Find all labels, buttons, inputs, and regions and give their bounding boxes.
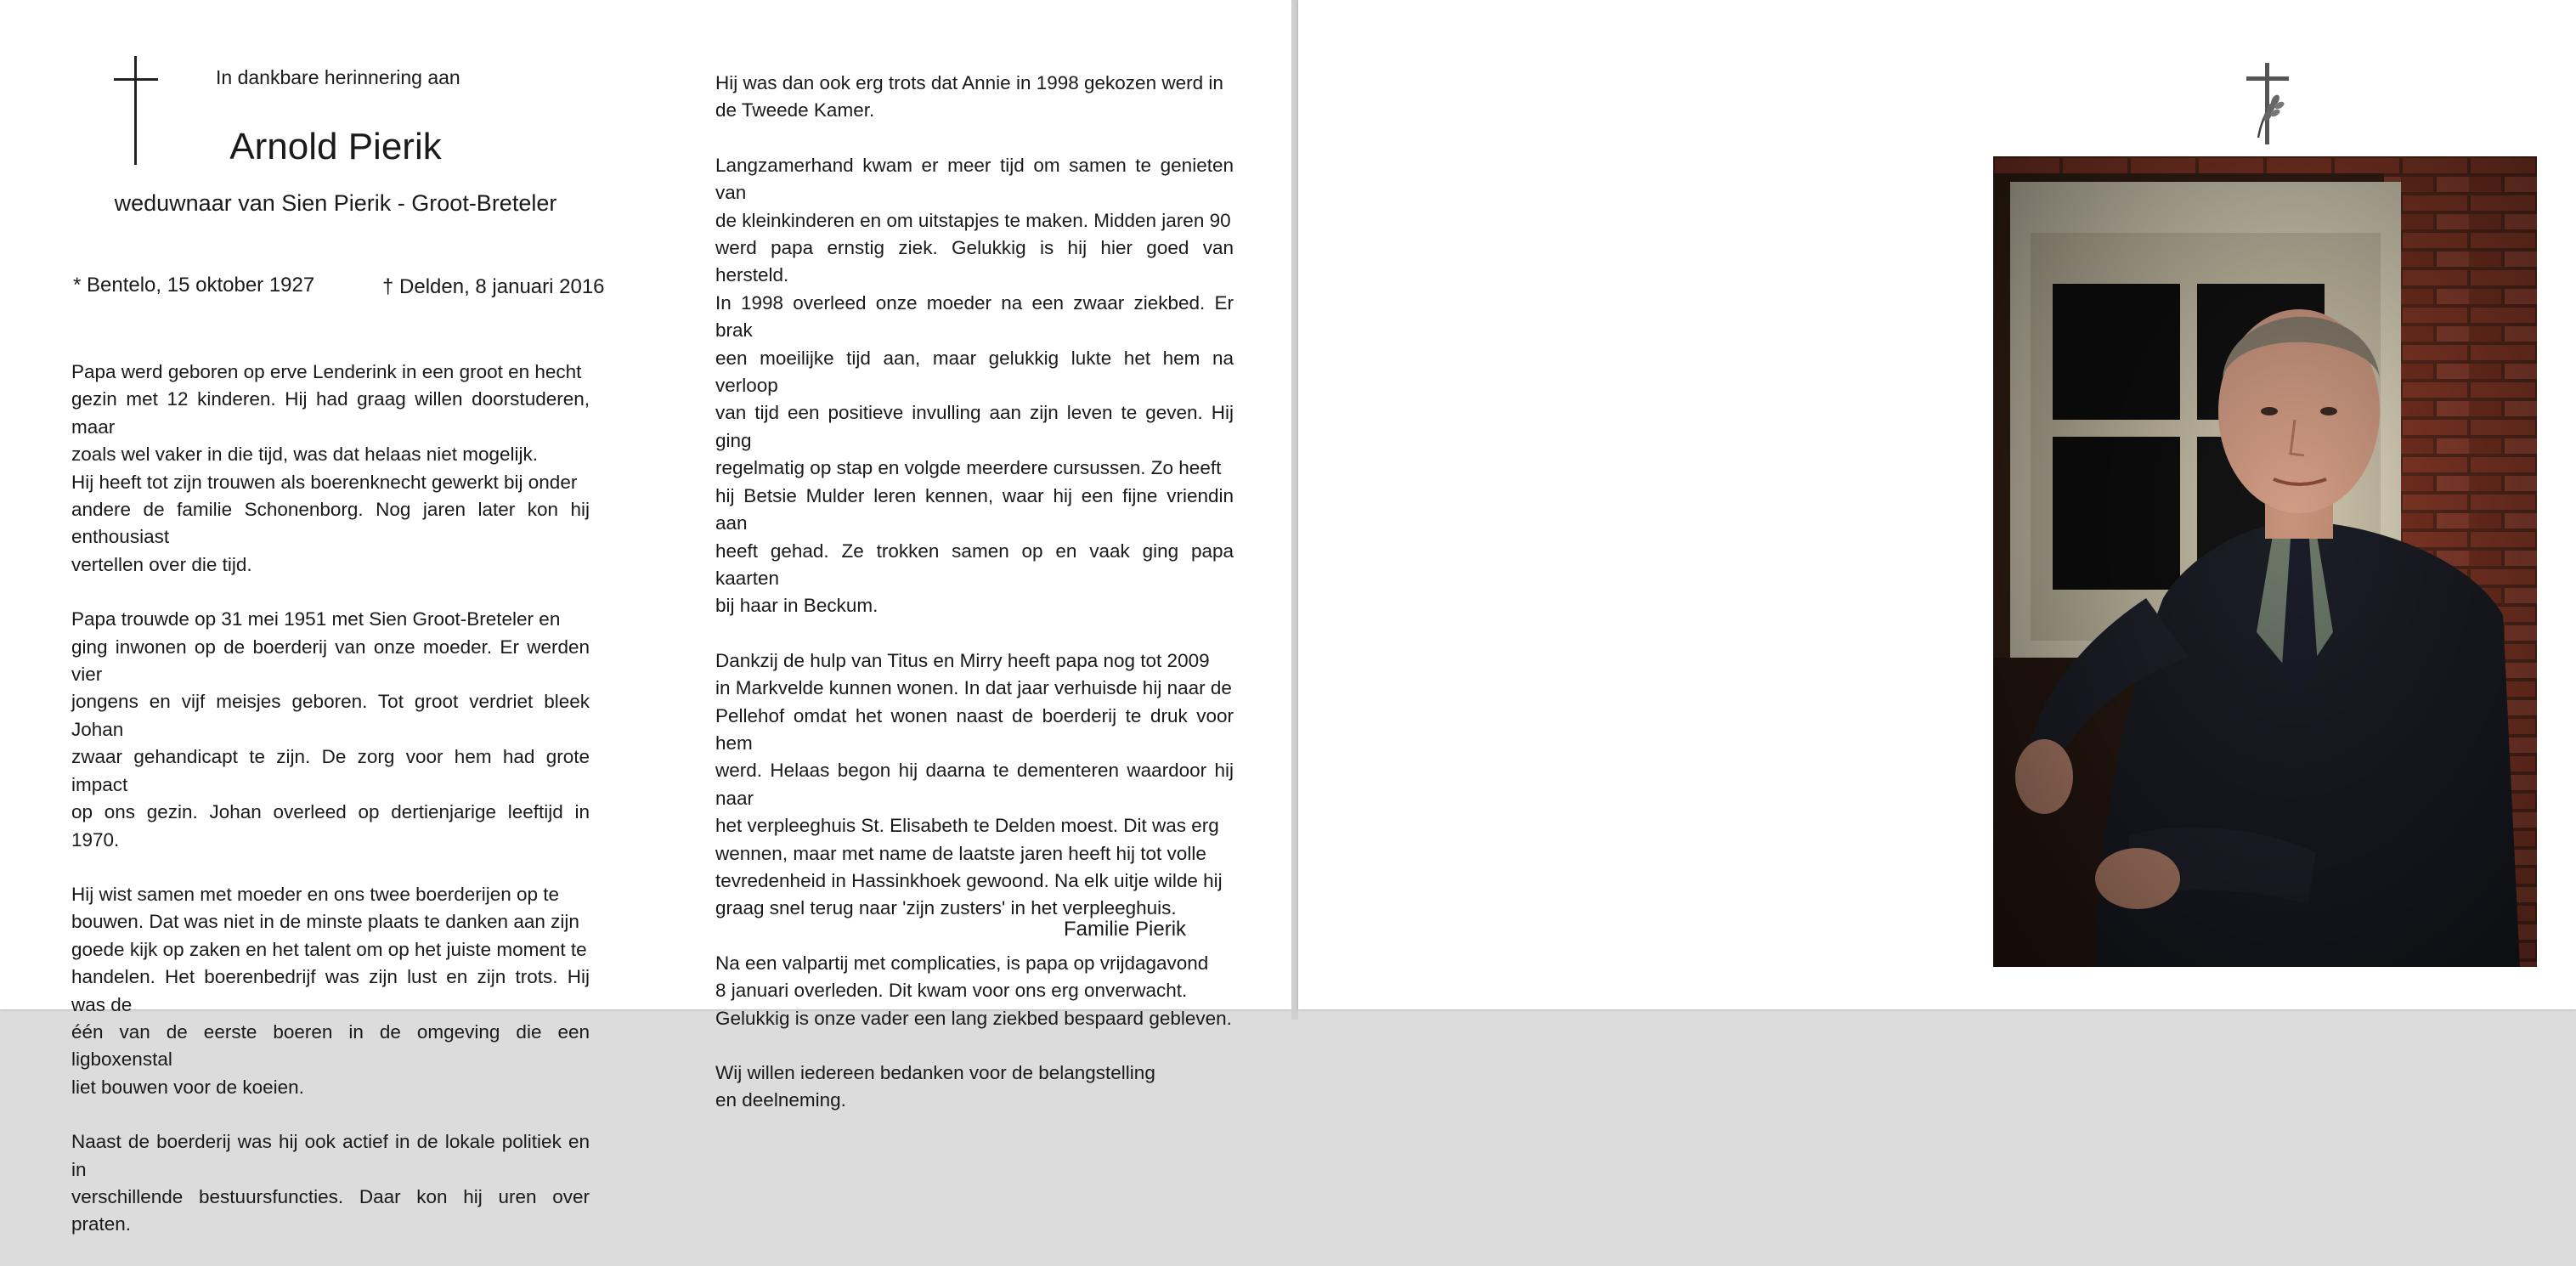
birth-date: * Bentelo, 15 oktober 1927: [73, 274, 315, 297]
biography-paragraph: Hij wist samen met moeder en ons twee boerderijen op te bouwen. Dat was niet in de minste plaats te danken aan zijn goede kijk op zaken en het talent om op het juiste moment te handelen. Het boerenbedrijf was zijn lust en zijn trots. Hij was de één van de eerste boeren in de omgeving die een ligboxenstal liet bouwen voor de koeien.: [71, 883, 590, 1098]
biography-paragraph: Dankzij de hulp van Titus en Mirry heeft papa nog tot 2009 in Markvelde kunnen wonen. In dat jaar verhuisde hij naar de Pellehof omdat het wonen naast de boerderij te druk voor hem werd. Helaas begon hij daarna te dementeren waardoor hij naar het verpleeghuis St. Elisabeth te Delden moest. Dit was erg wennen, maar met name de laatste jaren heeft hij tot volle tevredenheid in Hassinkhoek gewoond. Na elk uitje wilde hij graag snel terug naar 'zijn zusters' in het verpleeghuis.: [715, 649, 1234, 919]
biography-paragraph: Naast de boerderij was hij ook actief in de lokale politiek en in verschillende bestuursfuncties. Daar kon hij uren over praten.: [71, 1131, 590, 1235]
thanks-paragraph: Wij willen iedereen bedanken voor de belangstelling en deelneming.: [715, 1062, 1155, 1111]
biography-column-left: [71, 359, 590, 1266]
family-signature: Familie Pierik: [1064, 918, 1187, 941]
biography-paragraph: Hij was dan ook erg trots dat Annie in 1998 gekozen werd in de Tweede Kamer.: [715, 72, 1223, 122]
widower-line: weduwnaar van Sien Pierik - Groot-Breteler: [114, 190, 557, 216]
biography-paragraph: Papa trouwde op 31 mei 1951 met Sien Groot-Breteler en ging inwonen op de boerderij van onze moeder. Er werden vier jongens en vijf meisjes geboren. Tot groot verdriet bleek Johan zwaar gehandicapt te zijn. De zorg voor hem had grote impact op ons gezin. Johan overleed op dertienjarige leeftijd in 1970.: [71, 608, 590, 851]
deceased-name: Arnold Pierik: [229, 126, 442, 167]
portrait-illustration: [1993, 156, 2537, 967]
cross-with-wheat-icon: [2243, 63, 2292, 144]
portrait-photo: [1993, 156, 2537, 967]
death-date: † Delden, 8 januari 2016: [382, 275, 605, 298]
biography-column-right: [715, 70, 1234, 1142]
biography-paragraph: Papa werd geboren op erve Lenderink in een groot en hecht gezin met 12 kinderen. Hij had graag willen doorstuderen, maar zoals wel vaker in die tijd, was dat helaas niet mogelijk. Hij heeft tot zijn trouwen als boerenknecht gewerkt bij onder andere de familie Schonenborg. Nog jaren later kon hij enthousiast vertellen over die tijd.: [71, 361, 590, 575]
intro-text: In dankbare herinnering aan: [216, 66, 460, 88]
biography-paragraph: Na een valpartij met complicaties, is papa op vrijdagavond 8 januari overleden. Dit kwam voor ons erg onverwacht. Gelukkig is onze vader een lang ziekbed bespaard gebleven.: [715, 952, 1232, 1029]
memorial-card-inside: [0, 0, 1291, 1235]
card-fold: [1291, 0, 1298, 1020]
biography-paragraph: Langzamerhand kwam er meer tijd om samen te genieten van de kleinkinderen en om uitstapjes te maken. Midden jaren 90 werd papa ernstig ziek. Gelukkig is hij hier goed van hersteld. In 1998 overleed onze moeder na een zwaar ziekbed. Er brak een moeilijke tijd aan, maar gelukkig lukte het hem na verloop van tijd een positieve invulling aan zijn leven te geven. Hij ging regelmatig op stap en volgde meerdere cursussen. Zo heeft hij Betsie Mulder leren kennen, waar hij een fijne vriendin aan heeft gehad. Ze trokken samen op en vaak ging papa kaarten bij haar in Beckum.: [715, 154, 1234, 617]
